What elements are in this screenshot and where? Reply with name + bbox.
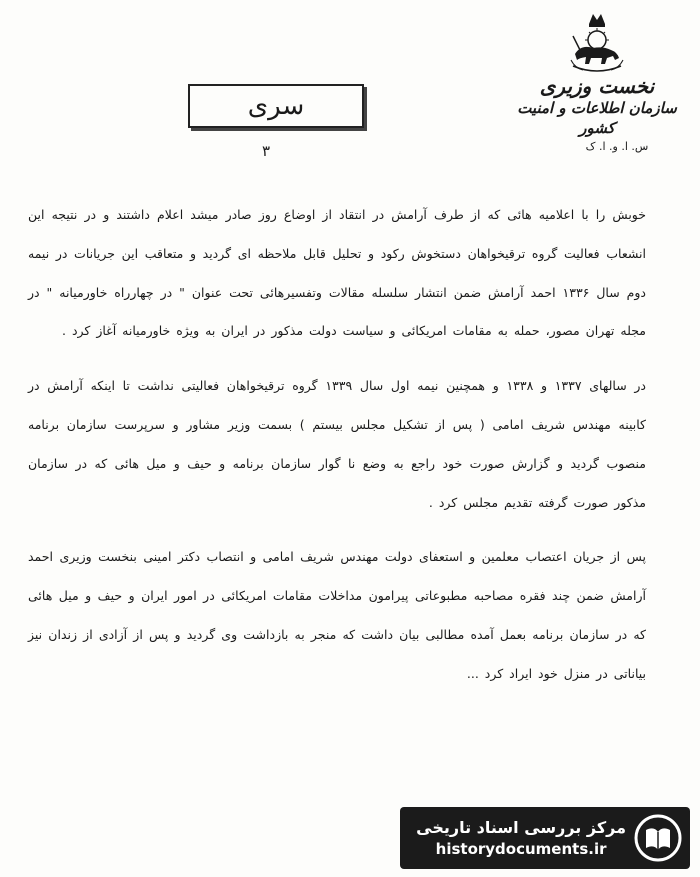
reference-code: س. ا. و. ا. ک xyxy=(585,140,649,153)
book-logo-icon xyxy=(634,814,682,862)
body-paragraph-2: در سالهای ۱۳۳۷ و ۱۳۳۸ و همچنین نیمه اول سال ۱۳۳۹ گروه ترقیخواهان فعالیتی نداشت تا اینکه آرامش در کابینه مهندس شریف امامی ( پس از تشکیل مجلس بیستم ) بسمت وزیر مشاور و سرپرست سازمان برنامه منصوب گردید و گزارش صورت خود راجع به وضع نا گوار سازمان برنامه و حیف و میل هائی که در سازمان مذکور صورت گرفته تقدیم مجلس کرد . xyxy=(28,378,647,510)
watermark-website: historydocuments.ir xyxy=(435,840,607,858)
organization-name: نخست وزیری xyxy=(539,74,655,98)
document-body xyxy=(28,196,646,694)
watermark-title: مرکز بررسی اسناد تاریخی xyxy=(416,818,626,837)
classification-stamp xyxy=(188,84,364,128)
letterhead xyxy=(512,10,682,154)
watermark-text xyxy=(416,817,626,859)
classification-label: سری xyxy=(247,91,305,121)
archive-watermark xyxy=(400,807,690,869)
body-paragraph-1: خوبش را با اعلامیه هائی که از طرف آرامش در انتقاد از اوضاع روز صادر میشد اعلام داشتند و در نتیجه این انشعاب فعالیت گروه ترقیخواهان دستخوش رکود و تحلیل قابل ملاحظه ای گردید و متعاقب این جریانات در نیمه دوم سال ۱۳۳۶ احمد آرامش ضمن انتشار سلسله مقالات وتفسیرهائی تحت عنوان " در چهارراه خاورمیانه " در مجله تهران مصور، حمله به مقامات امریکائی و سیاست دولت مذکور در ایران به ویژه خاورمیانه آغاز کرد . xyxy=(28,207,646,339)
organization-subtitle: سازمان اطلاعات و امنیت کشور xyxy=(517,99,677,137)
body-paragraph-3: پس از جریان اعتصاب معلمین و استعفای دولت مهندس شریف امامی و انتصاب دکتر امینی بنخست وزیری احمد آرامش ضمن چند فقره مصاحبه مطبوعاتی پیرامون مداخلات مقامات امریکائی در امور ایران و حیف و میل هائی که در سازمان برنامه بعمل آمده مطالبی بیان داشت که منجر به بازداشت وی گردید و پس از آزادی از زندان نیز بیاناتی در منزل خود ایراد کرد ... xyxy=(28,549,646,681)
lion-and-sun-emblem-icon xyxy=(567,10,627,72)
page-number: ۳ xyxy=(262,142,271,160)
